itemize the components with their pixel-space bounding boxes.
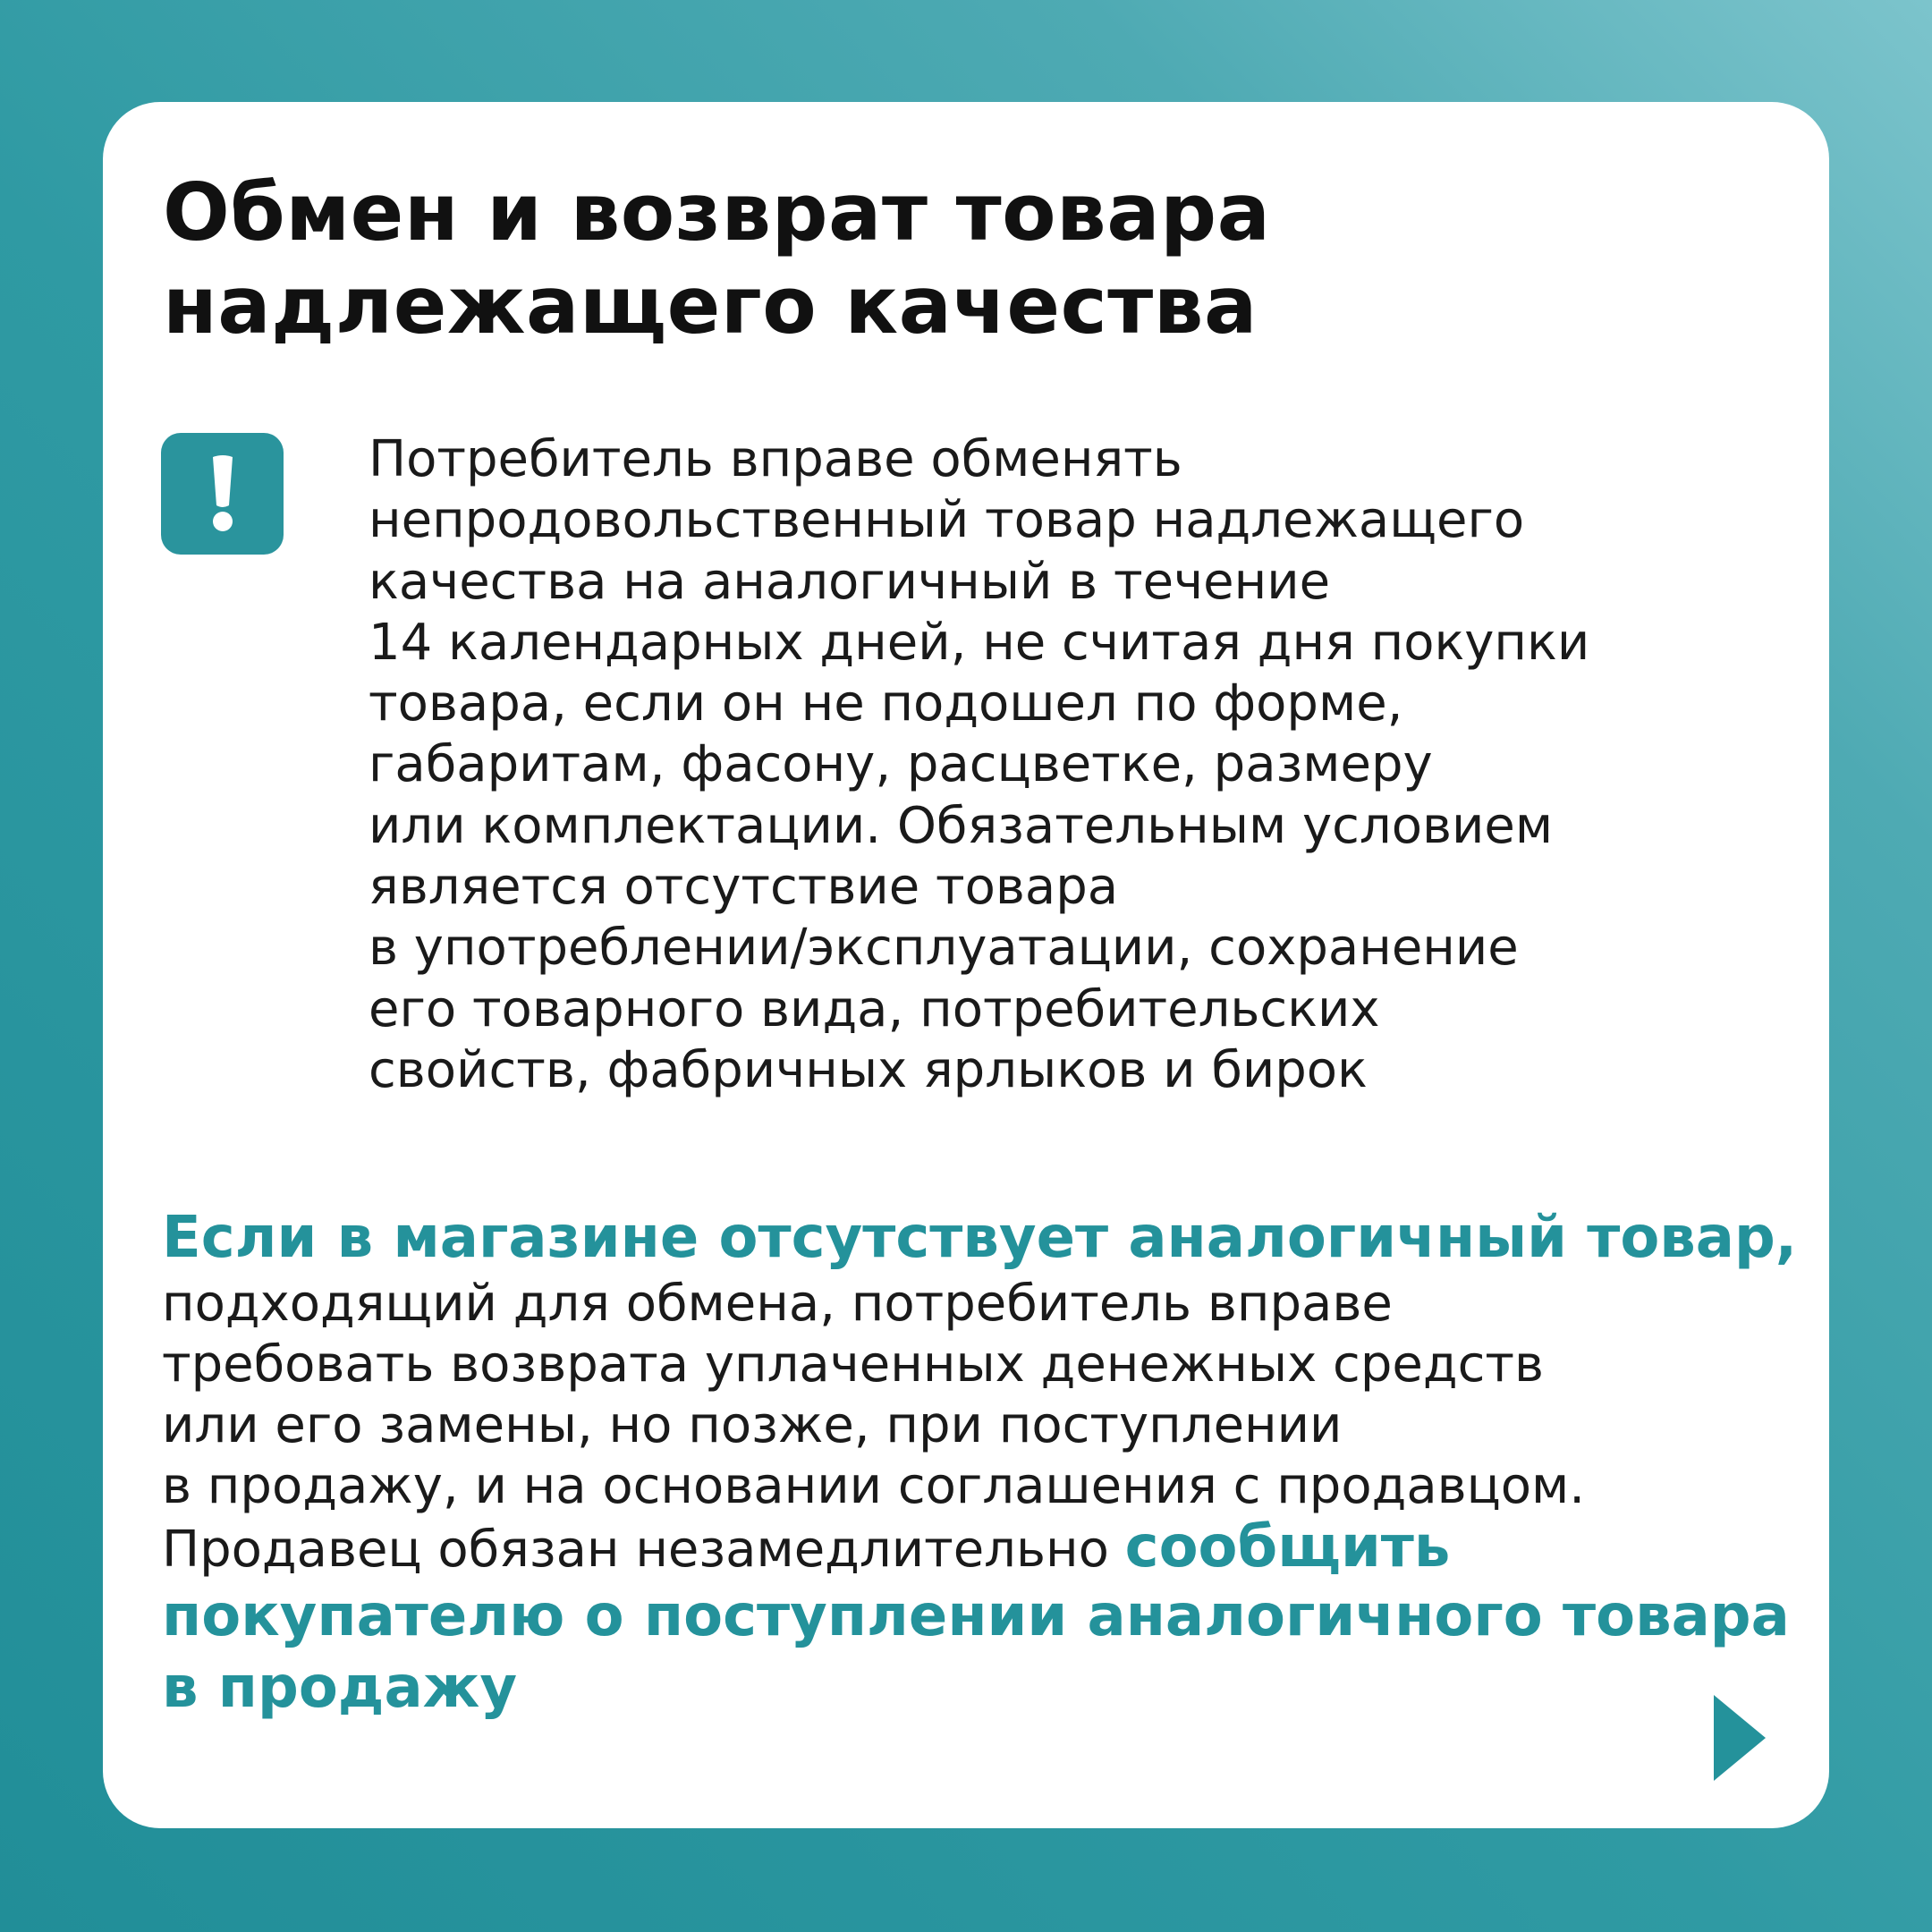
notice-line: свойств, фабричных ярлыков и бирок <box>369 1040 1368 1099</box>
notice-line: является отсутствие товара <box>369 858 1119 917</box>
title-line-2: надлежащего качества <box>163 259 1258 352</box>
info-line: требовать возврата уплаченных денежных средств <box>162 1335 1544 1394</box>
exclamation-badge <box>161 433 284 555</box>
play-arrow-icon[interactable] <box>1714 1695 1766 1781</box>
info-tail-line <box>162 1514 1790 1580</box>
info-highlight-lead: Если в магазине отсутствует аналогичный товар, <box>162 1205 1798 1271</box>
notice-line: его товарного вида, потребительских <box>369 979 1380 1038</box>
notice-line: качества на аналогичный в течение <box>369 552 1331 611</box>
info-tail-plain: Продавец обязан незамедлительно <box>162 1521 1125 1579</box>
exclamation-icon <box>209 453 236 534</box>
notice-line: непродовольственный товар надлежащего <box>369 491 1525 550</box>
notice-line: Потребитель вправе обменять <box>369 430 1182 488</box>
notice-line: в употреблении/эксплуатации, сохранение <box>369 919 1519 978</box>
notice-line: товара, если он не подошел по форме, <box>369 674 1403 733</box>
info-tail-highlight-line: покупателю о поступлении аналогичного товара <box>162 1583 1790 1649</box>
content-card <box>103 102 1829 1828</box>
notice-line: 14 календарных дней, не считая дня покупки <box>369 613 1590 672</box>
notice-text <box>369 429 1782 1101</box>
info-text <box>162 1202 1798 1724</box>
title-line-1: Обмен и возврат товара <box>163 166 1271 258</box>
page-title <box>163 166 1683 352</box>
info-line: или его замены, но позже, при поступлении <box>162 1396 1343 1454</box>
notice-line: габаритам, фасону, расцветке, размеру <box>369 735 1433 794</box>
notice-line: или комплектации. Обязательным условием <box>369 796 1554 855</box>
info-tail-highlight: сообщить <box>1124 1514 1451 1580</box>
info-line: подходящий для обмена, потребитель вправе <box>162 1275 1393 1333</box>
info-tail-highlight-line: в продажу <box>162 1655 518 1721</box>
info-line: в продажу, и на основании соглашения с продавцом. <box>162 1457 1586 1515</box>
